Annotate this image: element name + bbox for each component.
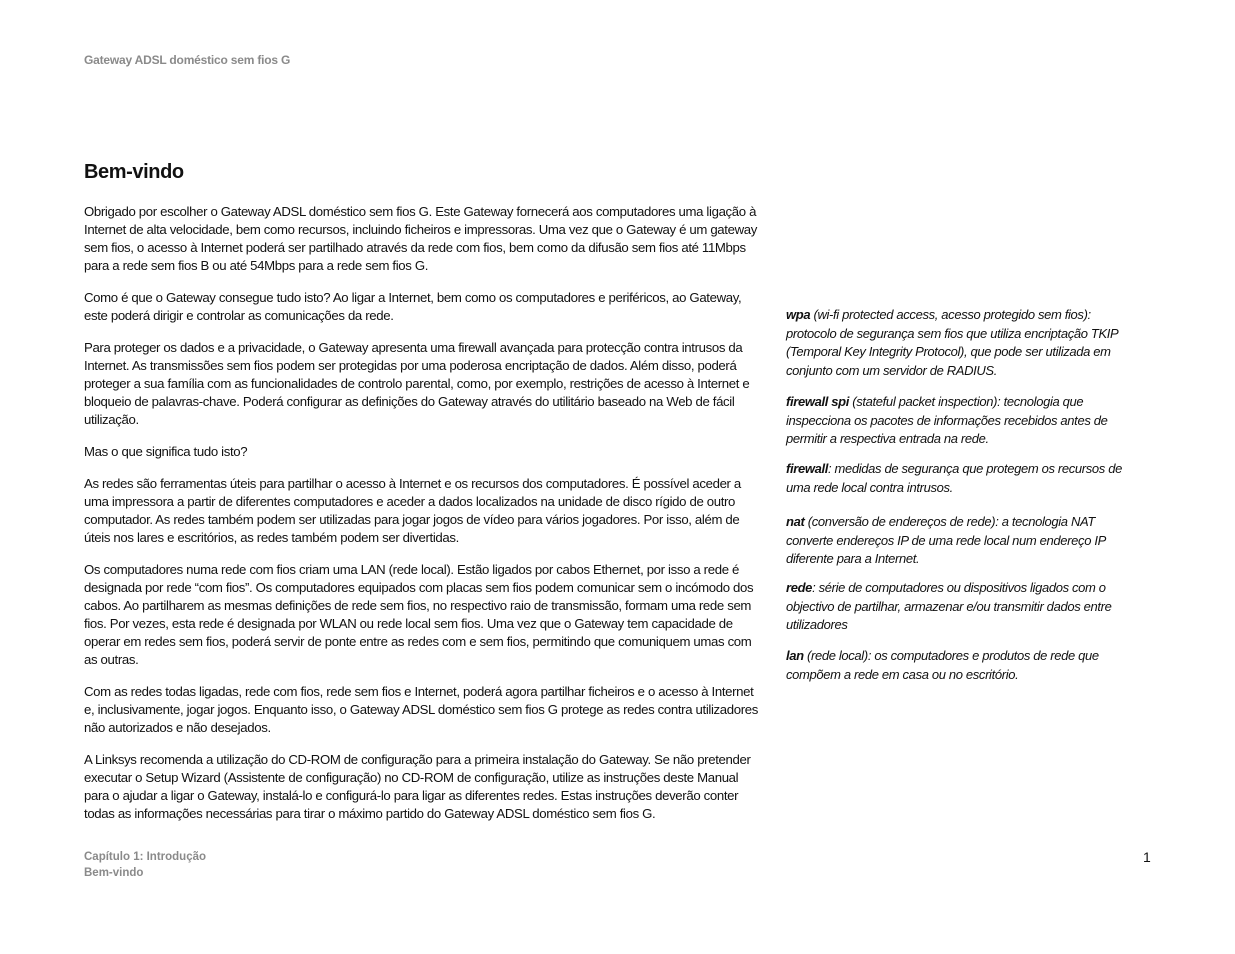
glossary-entry-rede bbox=[786, 579, 1136, 635]
glossary-term: firewall bbox=[786, 461, 828, 476]
body-paragraph: Para proteger os dados e a privacidade, o Gateway apresenta uma firewall avançada para protecção contra intrusos da Internet. As transmissões sem fios podem ser protegidas por uma poderosa encriptação de dados. Além disso, poderá proteger a sua família com as funcionalidades de controlo parental, como, por exemplo, restrições de acesso à Internet e bloqueio de palavras-chave. Poderá configurar as definições do Gateway através do utilitário baseado na Web de fácil utilização. bbox=[84, 340, 750, 427]
running-header: Gateway ADSL doméstico sem fios G bbox=[84, 53, 291, 67]
glossary-term: nat bbox=[786, 514, 805, 529]
body-paragraph: Os computadores numa rede com fios criam uma LAN (rede local). Estão ligados por cabos Ethernet, por isso a rede é designada por rede “com fios”. Os computadores equipados com placas sem fios podem comunicar sem o incómodo dos cabos. Ao partilharem as mesmas definições de rede sem fios, no respectivo raio de transmissão, formam uma rede sem fios. Por vezes, esta rede é designada por WLAN ou rede local sem fios. Uma vez que o Gateway tem capacidade de operar em redes sem fios, poderá servir de ponte entre as redes com e sem fios, permitindo que comuniquem umas com as outras. bbox=[84, 562, 754, 667]
body-paragraph: Como é que o Gateway consegue tudo isto? Ao ligar a Internet, bem como os computadores e periféricos, ao Gateway, este poderá dirigir e controlar as comunicações da rede. bbox=[84, 290, 742, 323]
body-paragraph: Obrigado por escolher o Gateway ADSL doméstico sem fios G. Este Gateway fornecerá aos computadores uma ligação à Internet de alta velocidade, bem como recursos, incluindo ficheiros e impressoras. Uma vez que o Gateway é um gateway sem fios, o acesso à Internet poderá ser partilhado através da rede com fios, bem como da difusão sem fios até 11Mbps para a rede sem fios B ou até 54Mbps para a rede sem fios G. bbox=[84, 204, 757, 273]
glossary-term: firewall spi bbox=[786, 394, 849, 409]
glossary-entry-wpa bbox=[786, 306, 1136, 380]
glossary-definition: (conversão de endereços de rede): a tecnologia NAT converte endereços IP de uma rede local num endereço IP diferente para a Internet. bbox=[786, 514, 1106, 566]
body-paragraph: Mas o que significa tudo isto? bbox=[84, 444, 248, 459]
glossary-definition: (stateful packet inspection): tecnologia que inspecciona os pacotes de informações recebidos antes de permitir a respectiva entrada na rede. bbox=[786, 394, 1108, 446]
glossary-entry-lan bbox=[786, 647, 1136, 684]
glossary-term: wpa bbox=[786, 307, 811, 322]
page-title: Bem-vindo bbox=[84, 161, 184, 183]
body-paragraph: A Linksys recomenda a utilização do CD-ROM de configuração para a primeira instalação do Gateway. Se não pretender executar o Setup Wizard (Assistente de configuração) no CD-ROM de configuração, utilize as instruções deste Manual para o ajudar a ligar o Gateway, instalá-lo e configurá-lo para ligar as diferentes redes. Estas instruções deverão conter todas as informações necessárias para tirar o máximo partido do Gateway ADSL doméstico sem fios G. bbox=[84, 752, 751, 821]
glossary-entry-firewall-spi bbox=[786, 393, 1136, 449]
glossary-definition: : série de computadores ou dispositivos ligados com o objectivo de partilhar, armazenar e/ou transmitir dados entre utilizadores bbox=[786, 580, 1112, 632]
glossary-entry-nat bbox=[786, 513, 1136, 569]
page-number: 1 bbox=[1143, 849, 1151, 865]
footer-section: Bem-vindo bbox=[84, 867, 144, 879]
footer-chapter: Capítulo 1: Introdução bbox=[84, 851, 207, 863]
body-paragraph: As redes são ferramentas úteis para partilhar o acesso à Internet e os recursos dos computadores. É possível aceder a uma impressora a partir de diferentes computadores e aceder a dados localizados na unidade de disco rígido de outro computador. As redes também podem ser utilizadas para jogar jogos de vídeo para vários jogadores. Por isso, além de úteis nos lares e escritórios, as redes também podem ser divertidas. bbox=[84, 476, 741, 545]
glossary-definition: : medidas de segurança que protegem os recursos de uma rede local contra intrusos. bbox=[786, 461, 1122, 495]
body-paragraph: Com as redes todas ligadas, rede com fios, rede sem fios e Internet, poderá agora partilhar ficheiros e o acesso à Internet e, inclusivamente, jogar jogos. Enquanto isso, o Gateway ADSL doméstico sem fios G protege as redes contra utilizadores não autorizados e não desejados. bbox=[84, 684, 759, 735]
footer bbox=[84, 849, 206, 881]
main-body bbox=[84, 203, 764, 837]
glossary-entry-firewall bbox=[786, 460, 1136, 497]
glossary-definition: (rede local): os computadores e produtos de rede que compõem a rede em casa ou no escritório. bbox=[786, 648, 1099, 682]
glossary-term: rede bbox=[786, 580, 813, 595]
glossary-definition: (wi-fi protected access, acesso protegido sem fios): protocolo de segurança sem fios que utiliza encriptação TKIP (Temporal Key Integrity Protocol), que pode ser utilizada em conjunto com um servidor de RADIUS. bbox=[786, 307, 1118, 378]
glossary-term: lan bbox=[786, 648, 804, 663]
